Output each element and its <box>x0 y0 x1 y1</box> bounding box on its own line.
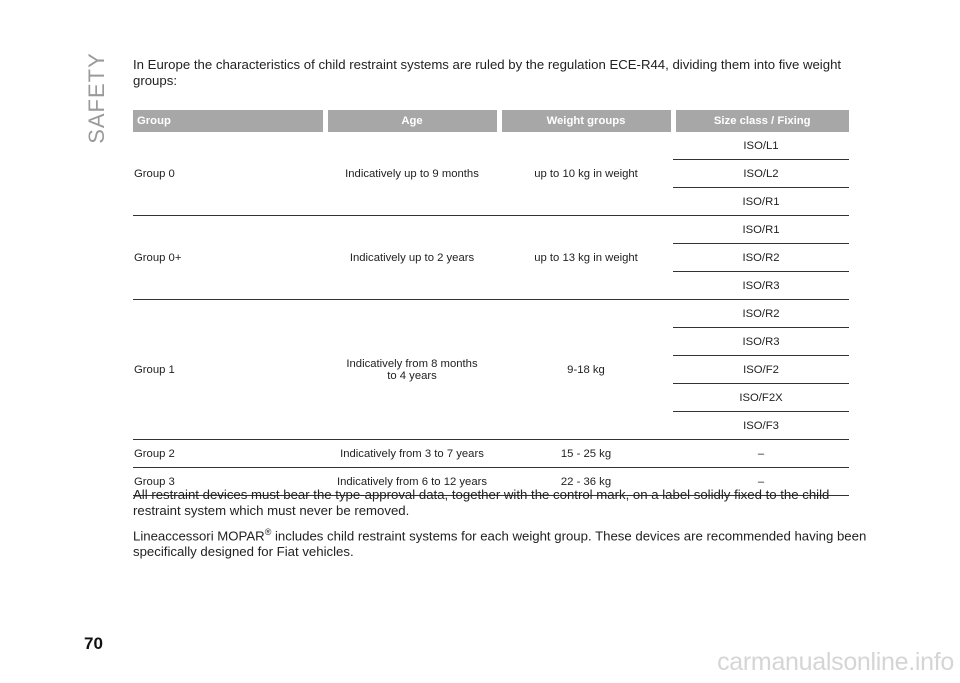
child-restraint-table <box>133 110 849 496</box>
size-class-cell: ISO/R3 <box>673 272 849 300</box>
size-class-cell: ISO/F2X <box>673 384 849 412</box>
size-class-cell: ISO/F3 <box>673 412 849 440</box>
weight-cell: 22 - 36 kg <box>499 468 673 496</box>
table-body <box>133 132 849 496</box>
weight-cell: 15 - 25 kg <box>499 440 673 468</box>
age-cell: Indicatively from 6 to 12 years <box>325 468 499 496</box>
section-label <box>82 52 112 144</box>
size-class-cell: – <box>673 440 849 468</box>
table-row <box>133 132 849 160</box>
outro-paragraph-2-rest: includes child restraint systems for each weight group. These devices are recommended having been specifically designed for Fiat vehicles. <box>133 528 867 560</box>
size-class-cell: ISO/R3 <box>673 328 849 356</box>
outro-paragraph-2 <box>133 524 873 560</box>
header-group: Group <box>133 110 325 132</box>
outro-paragraph-1: All restraint devices must bear the type-approval data, together with the control mark, on a label solidly fixed to the child restraint system which must never be removed. <box>133 487 830 518</box>
size-class-cell: ISO/L1 <box>743 139 779 152</box>
table-header-row <box>133 110 849 132</box>
weight-cell: up to 13 kg in weight <box>499 216 673 300</box>
size-class-cell: ISO/L2 <box>673 160 849 188</box>
size-class-cell: ISO/R1 <box>673 216 849 244</box>
age-cell: Indicatively from 8 months to 4 years <box>325 300 499 440</box>
section-label-text: SAFETY <box>84 52 109 144</box>
size-class-cell: ISO/R2 <box>673 300 849 328</box>
watermark: carmanualsonline.info <box>717 648 954 676</box>
header-size-class: Size class / Fixing <box>673 110 849 132</box>
size-class-cell: ISO/F2 <box>673 356 849 384</box>
intro-paragraph: In Europe the characteristics of child restraint systems are ruled by the regulation ECE-R44, dividing them into five weight groups: <box>133 57 842 88</box>
age-cell: Indicatively up to 2 years <box>325 216 499 300</box>
size-class-cell: – <box>673 468 849 496</box>
group-cell: Group 0 <box>134 167 175 180</box>
group-cell: Group 3 <box>133 468 325 496</box>
table-row <box>133 300 849 328</box>
header-weight-groups: Weight groups <box>499 110 673 132</box>
group-cell: Group 2 <box>133 440 325 468</box>
header-age: Age <box>325 110 499 132</box>
group-cell: Group 0+ <box>133 216 325 300</box>
size-class-cell: ISO/R2 <box>673 244 849 272</box>
weight-cell: up to 10 kg in weight <box>534 167 638 180</box>
mopar-text: Lineaccessori MOPAR <box>133 528 265 544</box>
weight-cell: 9-18 kg <box>499 300 673 440</box>
table-row <box>133 216 849 244</box>
outro <box>133 487 873 565</box>
age-cell: Indicatively up to 9 months <box>345 167 479 180</box>
table-row <box>133 440 849 468</box>
size-class-cell: ISO/R1 <box>673 188 849 216</box>
page-number: 70 <box>84 634 103 653</box>
registered-mark: ® <box>264 527 272 537</box>
group-cell: Group 1 <box>133 300 325 440</box>
age-cell: Indicatively from 3 to 7 years <box>325 440 499 468</box>
